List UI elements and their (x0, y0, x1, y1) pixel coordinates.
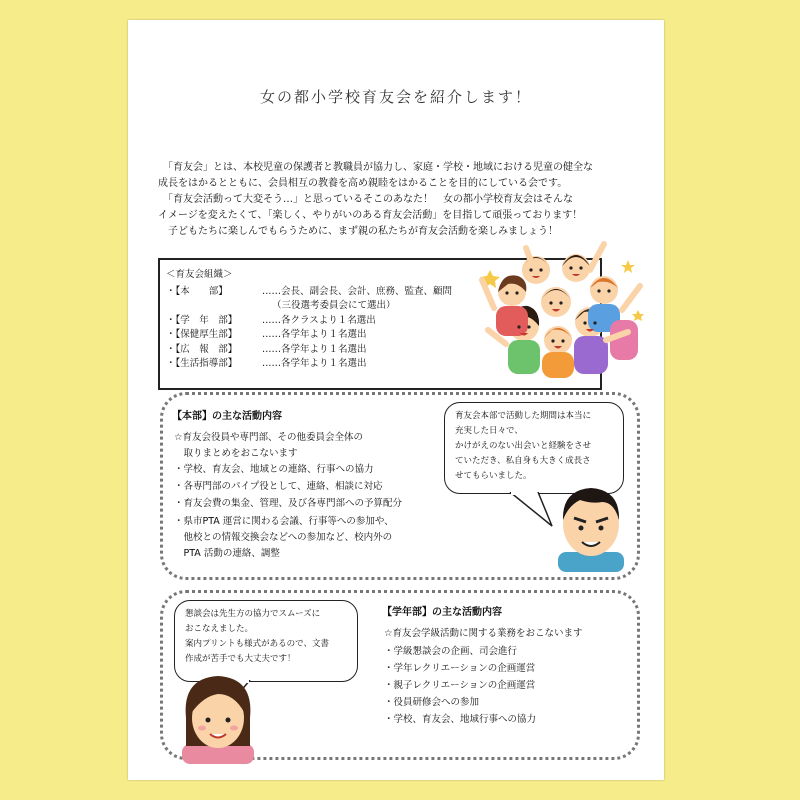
bubble-line: せてもらいました。 (455, 471, 532, 481)
mother-face-illustration (178, 668, 258, 764)
gakunen-line: ☆育友会学級活動に関する業務をおこないます (384, 628, 583, 639)
intro-line: 成長をはかるとともに、会員相互の教養を高め親睦をはかることを目的にしている会です。 (158, 178, 568, 189)
org-desc: ……各学年より１名選出 (262, 343, 367, 355)
honbu-line: PTA 活動の連絡、調整 (174, 548, 280, 559)
org-name: ・【本 部】 (166, 285, 228, 297)
honbu-line: 取りまとめをおこないます (174, 448, 298, 459)
bubble-line: おこなえました。 (185, 624, 254, 634)
bubble-line: 作成が苦手でも大丈夫です！ (185, 654, 296, 664)
org-desc: ……会長、副会長、会計、庶務、監査、顧問 (262, 285, 453, 297)
intro-line: 「育友会」とは、本校児童の保護者と教職員が協力し、家庭・学校・地域における児童の健全な (158, 162, 593, 173)
intro-line: イメージを変えたくて、「楽しく、やりがいのある育友会活動」を目指して頑張っております！ (158, 210, 583, 221)
honbu-line: 他校との情報交換会などへの参加など、校内外の (174, 532, 393, 543)
bubble-line: 案内プリントも様式があるので、文書 (185, 639, 329, 649)
bubble-line: 懇談会は先生方の協力でスムーズに (185, 609, 321, 619)
organization-heading: ＜育友会組織＞ (166, 269, 233, 280)
intro-text (158, 160, 648, 240)
org-desc: ……各クラスより１名選出 (262, 314, 376, 326)
bubble-line: かけがえのない出会いと経験をさせ (455, 441, 592, 451)
gakunen-line: ・学級懇談会の企画、司会進行 (384, 646, 518, 657)
page-title: 女の都小学校育友会を紹介します！ (259, 88, 532, 106)
gakunen-line: ・学年レクリエーションの企画運営 (384, 663, 536, 674)
intro-line: 「育友会活動って大変そう…」と思っているそこのあなた！ 女の都小学校育友会はそんな (158, 194, 573, 205)
bubble-line: 充実した日々で、 (455, 426, 523, 436)
intro-line: 子どもたちに楽しんでもらうために、まず親の私たちが育友会活動を楽しみましょう！ (158, 226, 558, 237)
honbu-line: ・育友会費の集金、管理、及び各専門部への予算配分 (174, 498, 403, 509)
org-name (166, 299, 272, 314)
gakunen-line: ・学校、育友会、地域行事への協力 (384, 714, 537, 725)
honbu-line: ☆育友会役員や専門部、その他委員会全体の (174, 432, 364, 443)
honbu-line: ・学校、育友会、地域との連絡、行事への協力 (174, 464, 374, 475)
org-desc: ……各学年より１名選出 (262, 329, 367, 340)
honbu-line: ・各専門部のパイプ役として、連絡、相談に対応 (174, 481, 383, 492)
org-name: ・【生活指導部】 (166, 358, 238, 369)
bubble-line: 育友会本部で活動した期間は本当に (455, 411, 592, 421)
org-name: ・【保健厚生部】 (166, 329, 238, 340)
cheering-people-illustration (478, 240, 648, 380)
org-desc: （三役選考委員会にて選出） (272, 300, 396, 311)
honbu-title: 【本部】の主な活動内容 (172, 411, 282, 422)
bubble-line: ていただき、私自身も大きく成長さ (455, 456, 591, 466)
honbu-line: ・県市PTA 運営に関わる会議、行事等への参加や、 (174, 516, 394, 527)
org-name: ・【広 報 部】 (166, 343, 238, 355)
gakunen-line: ・親子レクリエーションの企画運営 (384, 680, 536, 691)
father-face-illustration (552, 480, 630, 572)
gakunen-title: 【学年部】の主な活動内容 (382, 607, 502, 618)
org-name: ・【学 年 部】 (166, 314, 238, 326)
org-desc: ……各学年より１名選出 (262, 358, 367, 369)
gakunen-line: ・役員研修会への参加 (384, 697, 480, 708)
